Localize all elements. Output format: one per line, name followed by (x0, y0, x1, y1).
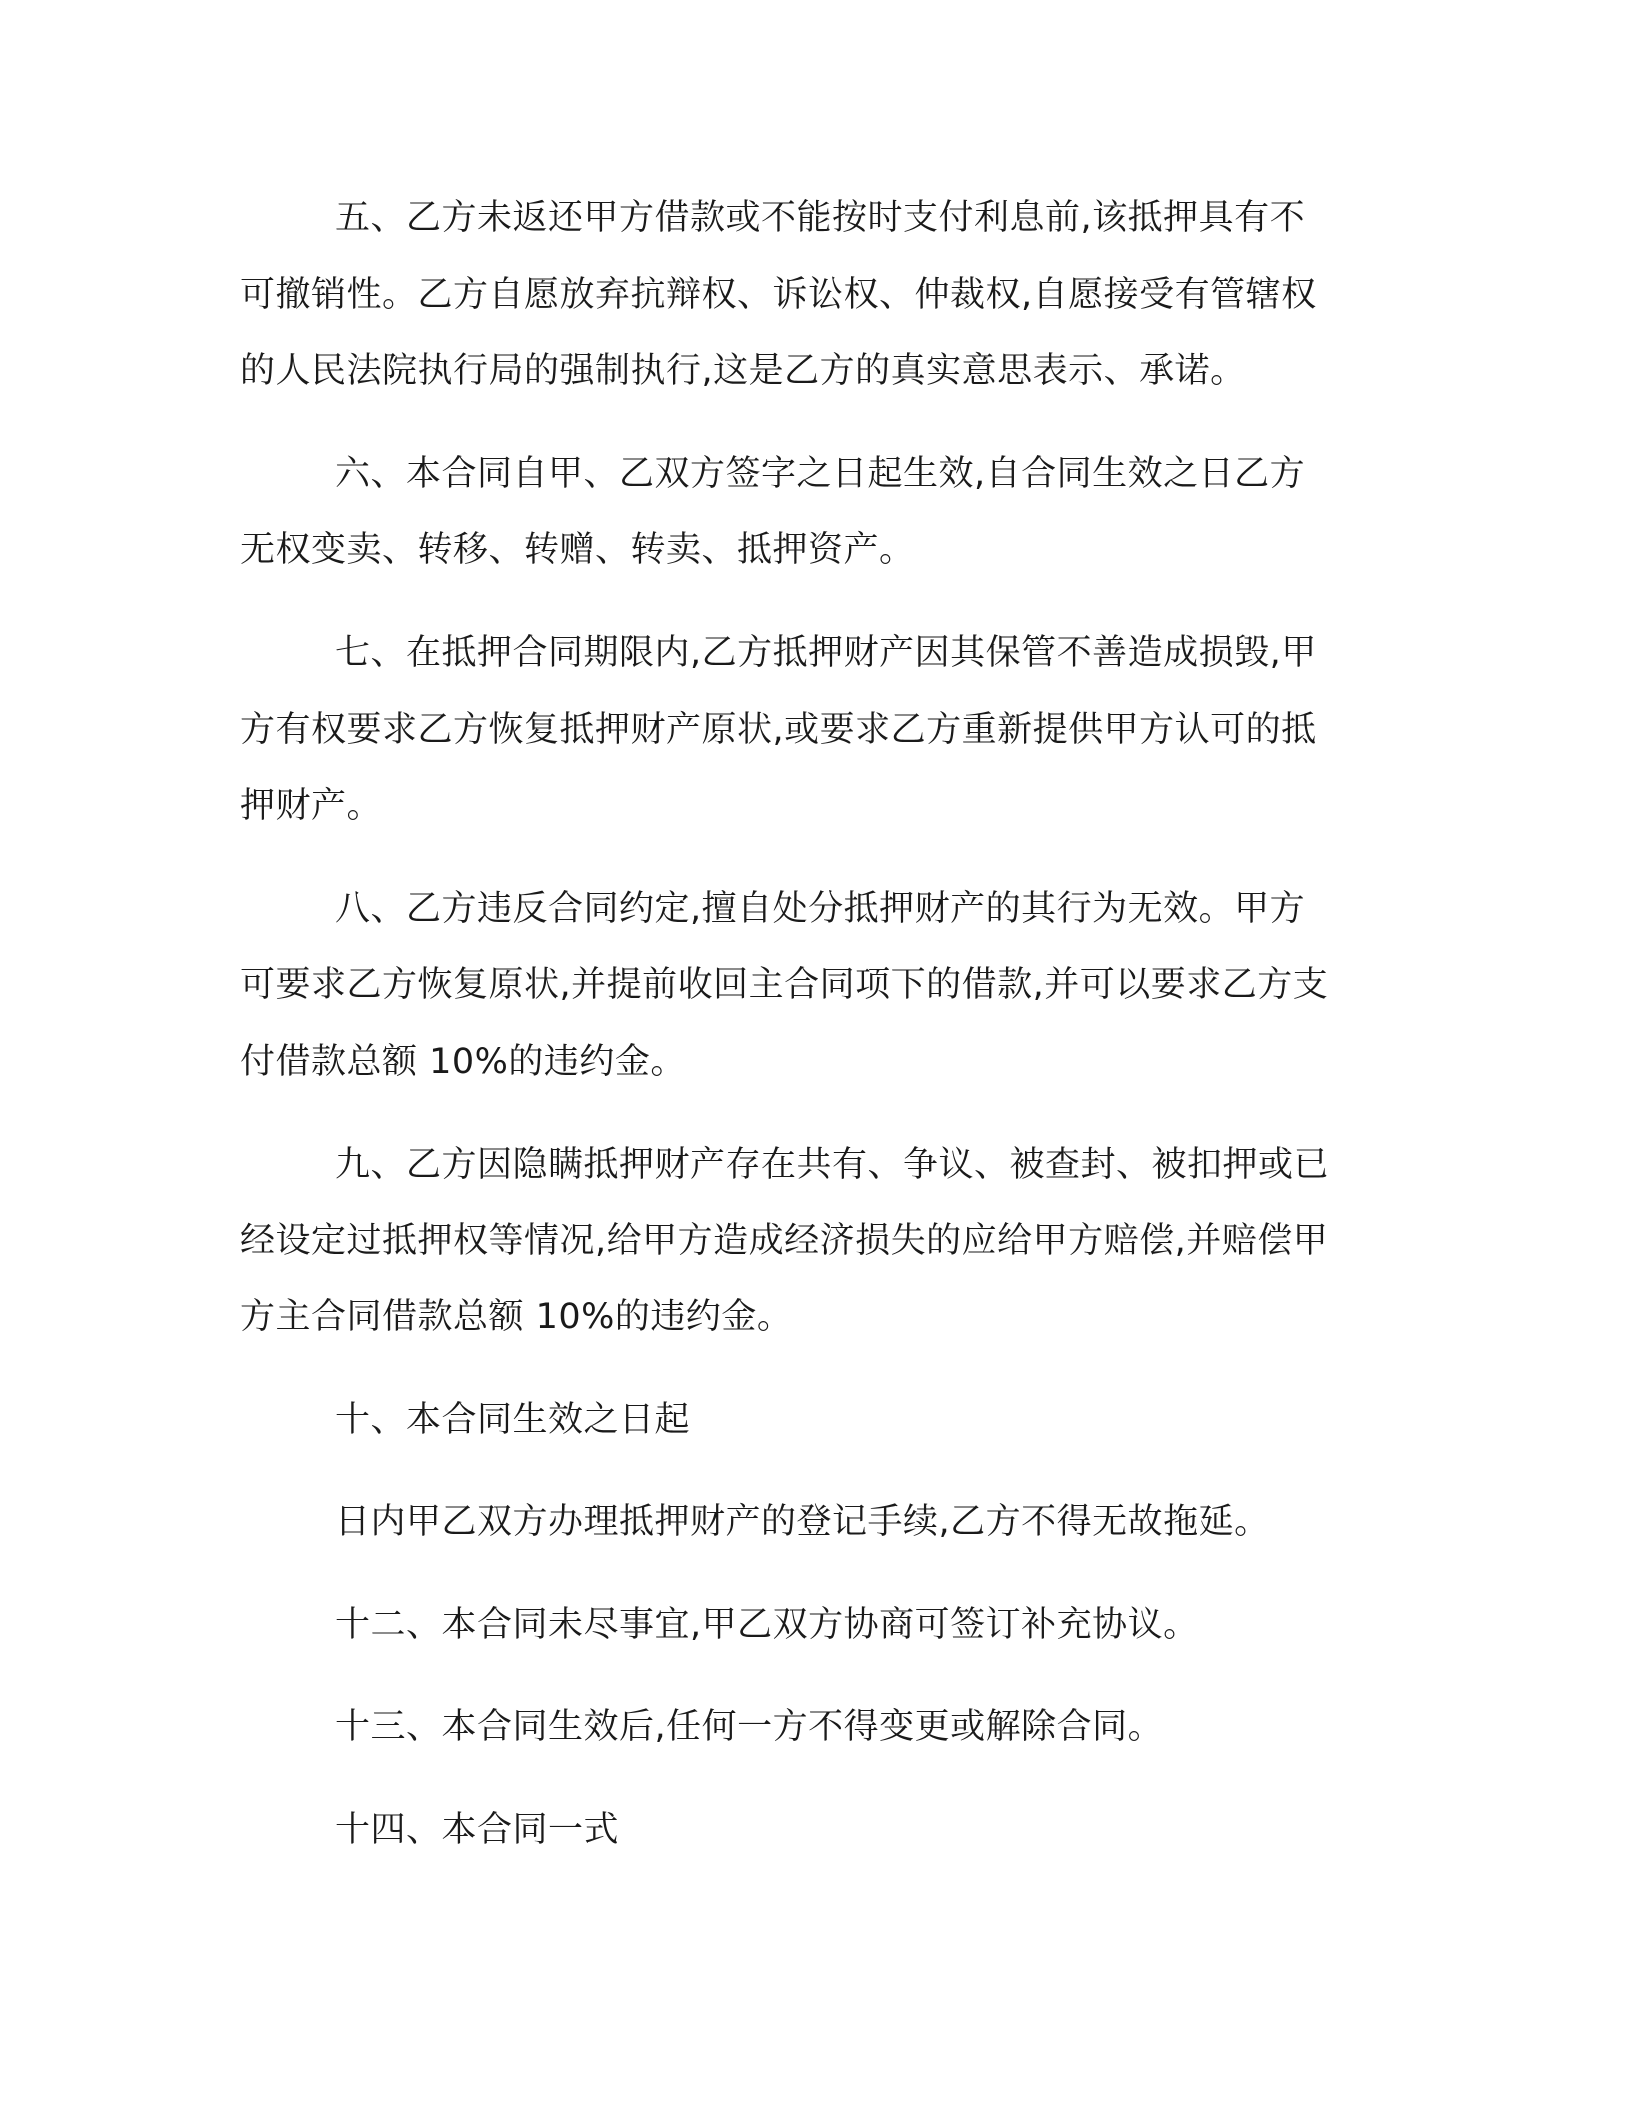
clause-7-line-1: 七、在抵押合同期限内,乙方抵押财产因其保管不善造成损毁,甲 (335, 633, 1317, 673)
clause-5-line-3: 的人民法院执行局的强制执行,这是乙方的真实意思表示、承诺。 (240, 351, 1246, 391)
clause-9-line-1: 九、乙方因隐瞒抵押财产存在共有、争议、被查封、被扣押或已 (335, 1145, 1330, 1185)
clause-12: 十二、本合同未尽事宜,甲乙双方协商可签订补充协议。 (335, 1605, 1199, 1645)
clause-5-line-2: 可撤销性。乙方自愿放弃抗辩权、诉讼权、仲裁权,自愿接受有管辖权 (240, 275, 1317, 315)
clause-8-line-3: 付借款总额 10%的违约金。 (240, 1042, 686, 1082)
clause-9-line-2: 经设定过抵押权等情况,给甲方造成经济损失的应给甲方赔偿,并赔偿甲 (240, 1221, 1329, 1261)
clause-10-line-2: 日内甲乙双方办理抵押财产的登记手续,乙方不得无故拖延。 (335, 1502, 1270, 1542)
clause-9-line-3: 方主合同借款总额 10%的违约金。 (240, 1297, 793, 1337)
clause-7-line-2: 方有权要求乙方恢复抵押财产原状,或要求乙方重新提供甲方认可的抵 (240, 710, 1317, 750)
clause-10-line-1: 十、本合同生效之日起 (335, 1400, 691, 1440)
clause-14: 十四、本合同一式 (335, 1810, 620, 1850)
clause-6-line-1: 六、本合同自甲、乙双方签字之日起生效,自合同生效之日乙方 (335, 454, 1306, 494)
clause-8-line-1: 八、乙方违反合同约定,擅自处分抵押财产的其行为无效。甲方 (335, 889, 1306, 929)
clause-8-line-2: 可要求乙方恢复原状,并提前收回主合同项下的借款,并可以要求乙方支 (240, 965, 1329, 1005)
clause-5-line-1: 五、乙方未返还甲方借款或不能按时支付利息前,该抵押具有不 (335, 198, 1306, 238)
clause-6-line-2: 无权变卖、转移、转赠、转卖、抵押资产。 (240, 530, 915, 570)
clause-13: 十三、本合同生效后,任何一方不得变更或解除合同。 (335, 1707, 1164, 1747)
clause-7-line-3: 押财产。 (240, 786, 383, 826)
